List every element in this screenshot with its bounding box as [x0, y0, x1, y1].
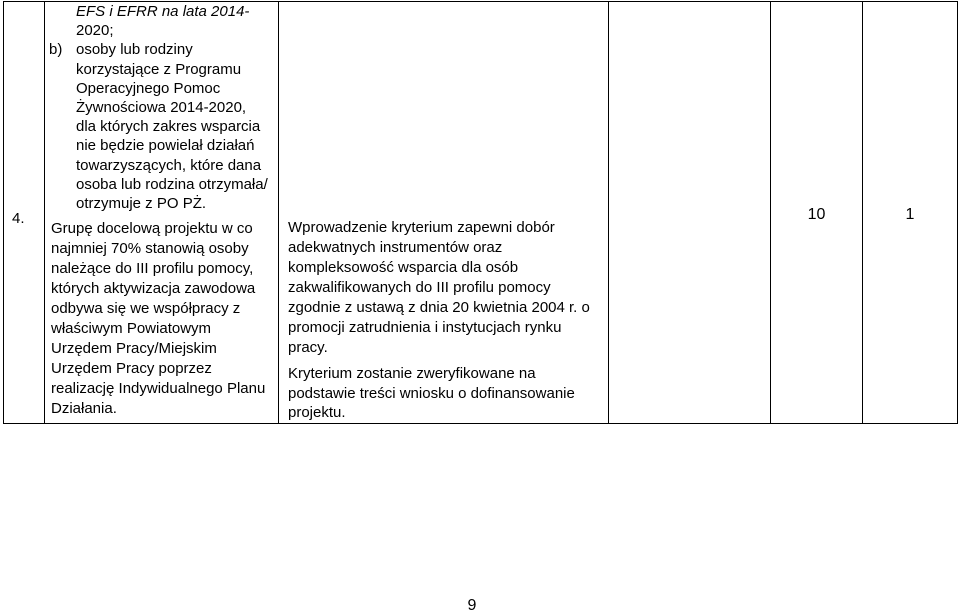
continuation-block — [49, 2, 270, 213]
continuation-line: EFS i EFRR na lata 2014- — [76, 3, 250, 20]
weight-cell — [863, 2, 958, 424]
table-row — [4, 2, 958, 424]
justification-paragraph: Wprowadzenie kryterium zapewni dobór adekwatnych instrumentów oraz kompleksowość wsparcia dla osób zakwalifikowanych do III profilu pomocy zgodnie z ustawą z dnia 20 kwietnia 2004 r. o promocji zatrudnienia i instytucjach rynku pracy. — [288, 219, 590, 356]
empty-cell — [609, 2, 771, 424]
list-item-b — [49, 40, 270, 213]
continuation-line: 2020; — [76, 22, 114, 40]
points-value: 10 — [807, 205, 826, 223]
list-item-text: osoby lub rodziny korzystające z Programu Operacyjnego Pomoc Żywnościowa 2014-2020, dla których zakres wsparcia nie będzie powielał działań towarzyszących, które dana osoba lub rodzina otrzymała/ otrzymuje z PO PŻ. — [76, 41, 268, 213]
criterion-description-cell — [45, 2, 279, 424]
page-number: 9 — [467, 597, 477, 614]
row-number-cell — [4, 2, 45, 424]
weight-value: 1 — [905, 205, 915, 223]
row-number: 4. — [12, 209, 25, 227]
justification-cell — [279, 2, 609, 424]
criterion-definition: Grupę docelową projektu w co najmniej 70% stanowią osoby należące do III profilu pomocy, których aktywizacja zawodowa odbywa się we współpracy z właściwym Powiatowym Urzędem Pracy/Miejskim Urzędem Pracy poprzez realizację Indywidualnego Planu Działania. — [51, 220, 266, 418]
justification-paragraph: Kryterium zostanie zweryfikowane na podstawie treści wniosku o dofinansowanie projektu. — [288, 365, 575, 421]
points-cell — [771, 2, 863, 424]
list-marker: b) — [49, 41, 63, 59]
criteria-table — [3, 1, 958, 424]
